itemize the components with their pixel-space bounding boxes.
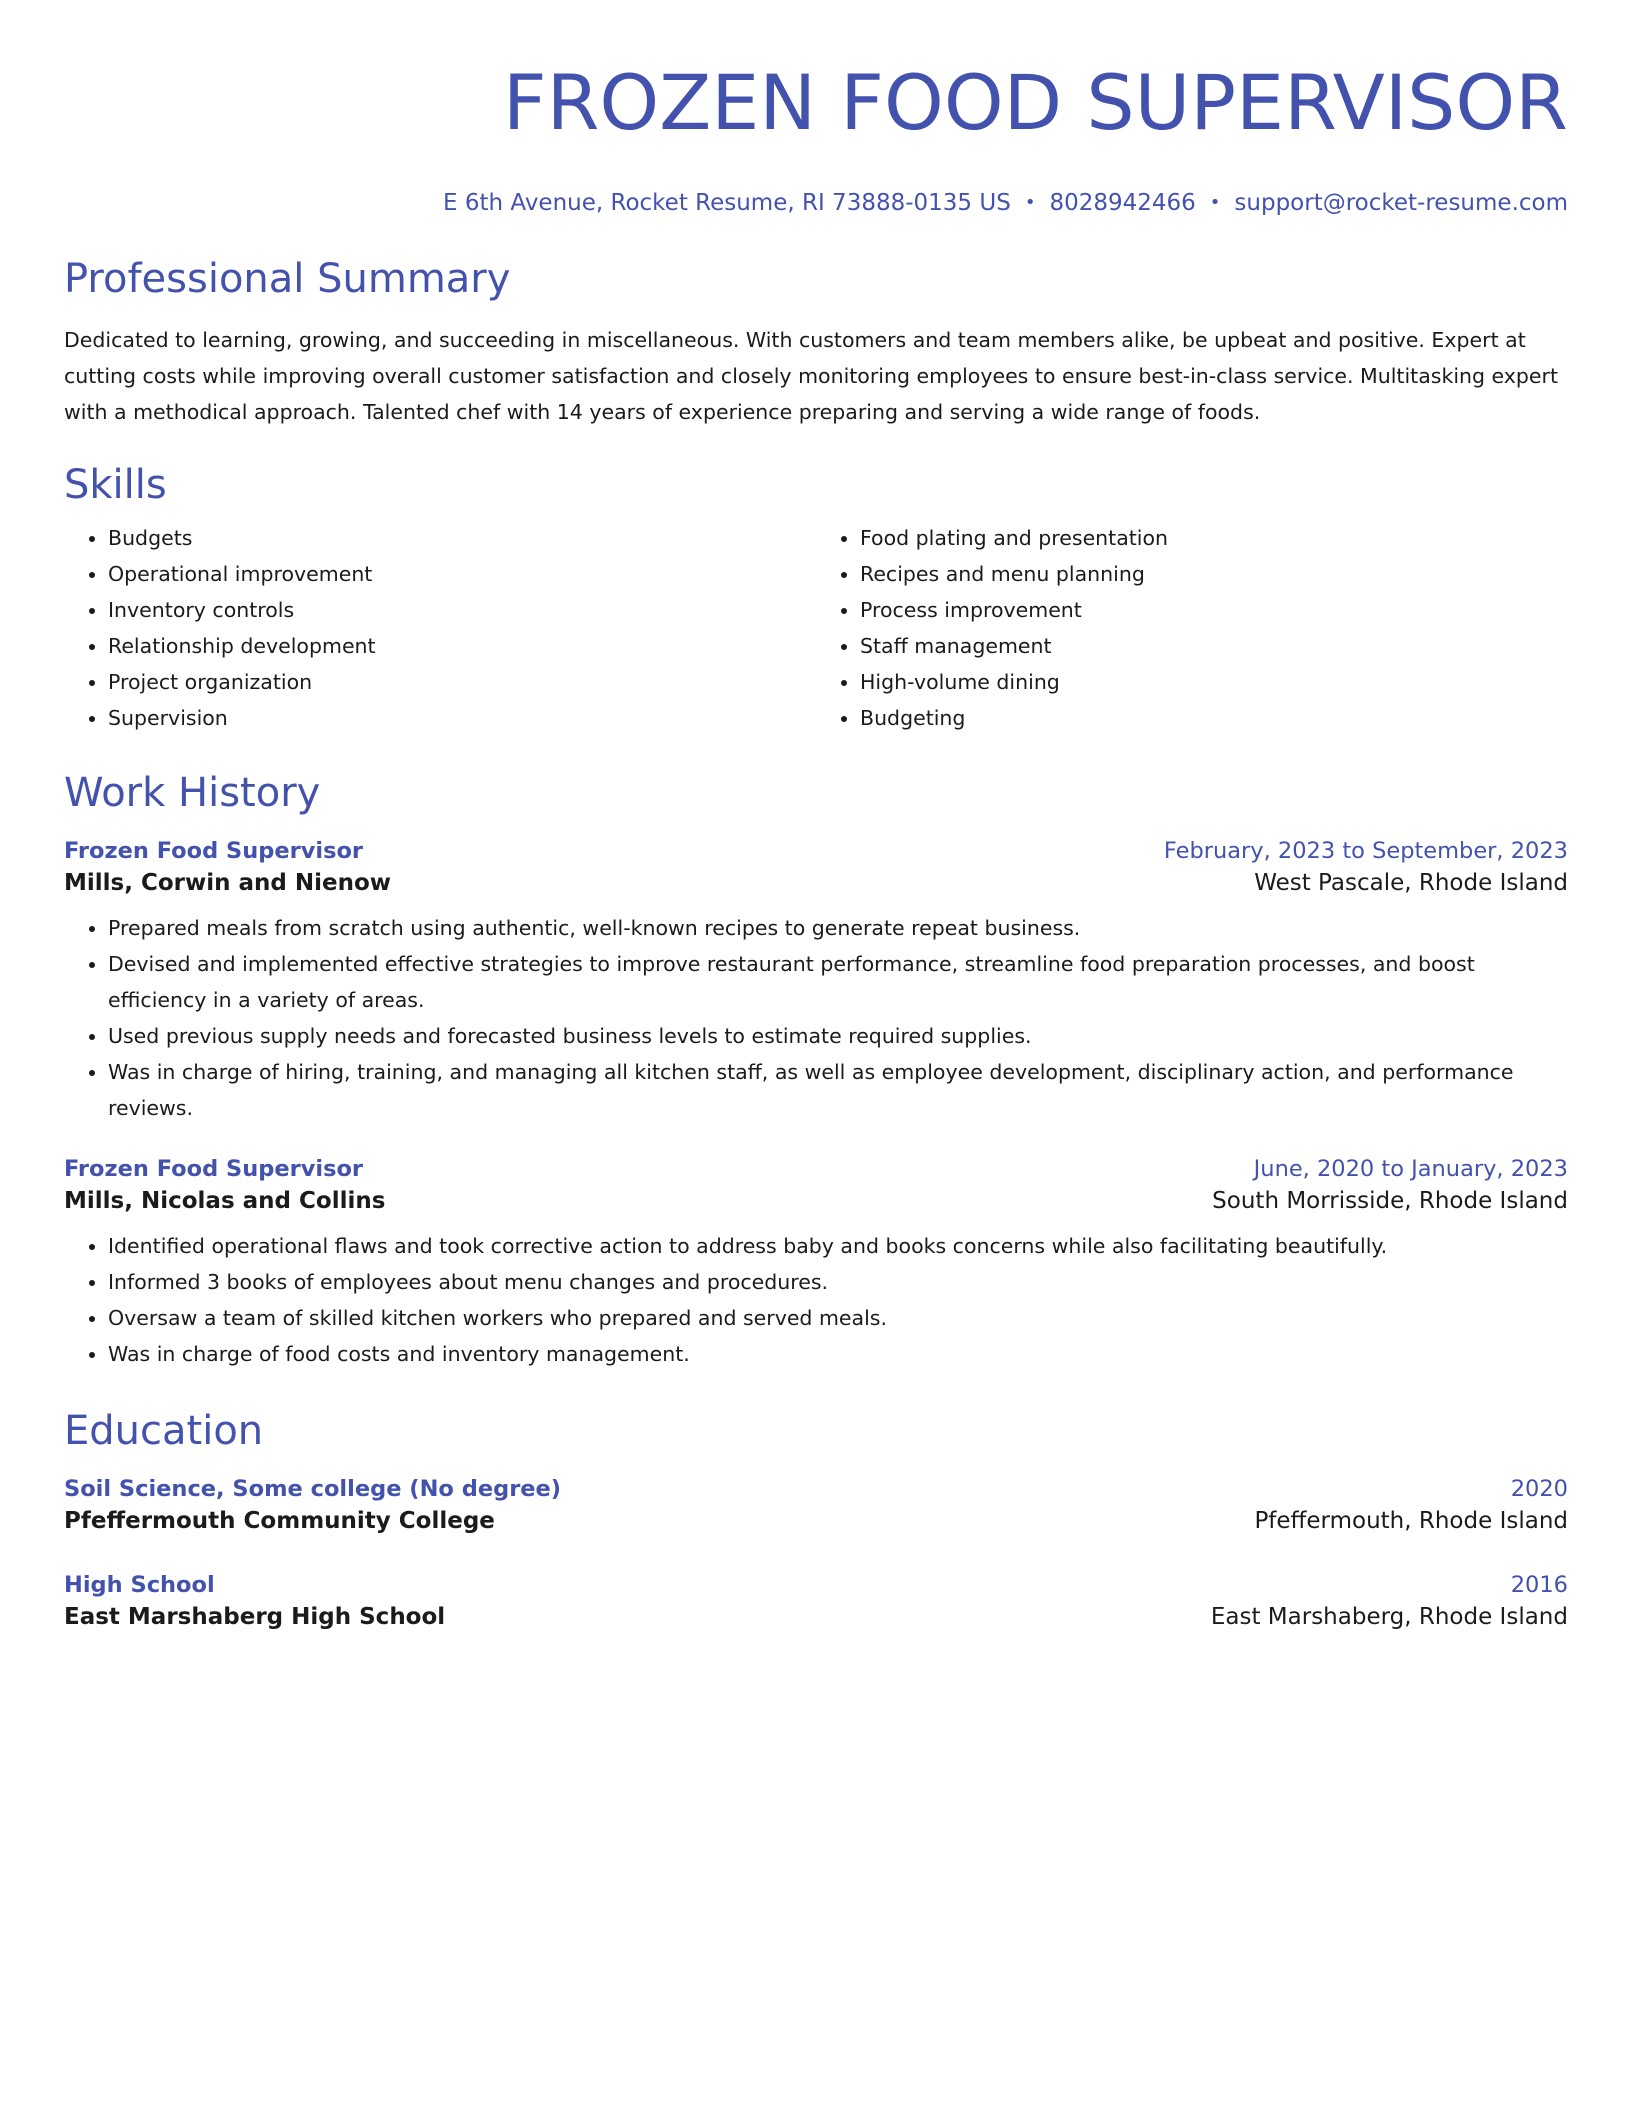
skills-columns xyxy=(64,520,1568,736)
skill-item: • Food plating and presentation xyxy=(860,520,1568,556)
job-bullets xyxy=(64,1228,1568,1372)
job-bullets xyxy=(64,910,1568,1126)
skill-item: • Operational improvement xyxy=(108,556,816,592)
job-location: West Pascale, Rhode Island xyxy=(1254,870,1568,896)
work-history-heading: Work History xyxy=(64,770,321,816)
contact-email: support@rocket-resume.com xyxy=(1234,190,1568,216)
job-location: South Morrisside, Rhode Island xyxy=(1212,1188,1568,1214)
education-school: East Marshaberg High School xyxy=(64,1604,446,1630)
summary-section xyxy=(64,254,1568,430)
education-degree-row xyxy=(64,1572,1568,1598)
skill-item: • Staff management xyxy=(860,628,1568,664)
education-entry xyxy=(64,1572,1568,1630)
education-school-row xyxy=(64,1508,1568,1534)
job-company-row xyxy=(64,1188,1568,1214)
education-school-row xyxy=(64,1604,1568,1630)
education-location: East Marshaberg, Rhode Island xyxy=(1210,1604,1568,1630)
skill-item: • Process improvement xyxy=(860,592,1568,628)
job-title: Frozen Food Supervisor xyxy=(64,1156,364,1182)
education-heading: Education xyxy=(64,1408,264,1454)
education-entry xyxy=(64,1476,1568,1534)
job-bullet: • Devised and implemented effective strategies to improve restaurant performance, streamline food preparation processes, and boost efficiency in a variety of areas. xyxy=(108,946,1568,1018)
contact-address: E 6th Avenue, Rocket Resume, RI 73888-0135 US xyxy=(443,190,1011,216)
skill-item: • Inventory controls xyxy=(108,592,816,628)
contact-line xyxy=(64,188,1568,218)
separator-dot: • xyxy=(1024,192,1036,213)
job-bullet: • Was in charge of food costs and inventory management. xyxy=(108,1336,1568,1372)
job-dates: June, 2020 to January, 2023 xyxy=(1253,1156,1568,1182)
job-bullet: • Identified operational flaws and took corrective action to address baby and books concerns while also facilitating beautifully. xyxy=(108,1228,1568,1264)
job-title-row xyxy=(64,1156,1568,1182)
skill-item: • Budgets xyxy=(108,520,816,556)
separator-dot: • xyxy=(1209,192,1221,213)
skills-right-list xyxy=(816,520,1568,736)
contact-phone: 8028942466 xyxy=(1049,190,1196,216)
summary-text: Dedicated to learning, growing, and succeeding in miscellaneous. With customers and team members alike, be upbeat and positive. Expert at cutting costs while improving overall customer satisfaction and closely monitoring employees to ensure best-in-class service. Multitasking expert with a methodical approach. Talented chef with 14 years of experience preparing and serving a wide range of foods. xyxy=(64,328,1559,424)
summary-heading: Professional Summary xyxy=(64,256,511,302)
education-year: 2020 xyxy=(1510,1476,1568,1502)
skills-left-list xyxy=(64,520,816,736)
job-company: Mills, Nicolas and Collins xyxy=(64,1188,386,1214)
education-degree: High School xyxy=(64,1572,215,1598)
job-bullet: • Used previous supply needs and forecasted business levels to estimate required supplies. xyxy=(108,1018,1568,1054)
skill-item: • Relationship development xyxy=(108,628,816,664)
job-bullet: • Was in charge of hiring, training, and managing all kitchen staff, as well as employee development, disciplinary action, and performance reviews. xyxy=(108,1054,1568,1126)
job-bullet: • Oversaw a team of skilled kitchen workers who prepared and served meals. xyxy=(108,1300,1568,1336)
education-school: Pfeffermouth Community College xyxy=(64,1508,495,1534)
skill-item: • Supervision xyxy=(108,700,816,736)
skills-heading: Skills xyxy=(64,462,167,508)
skill-item: • Project organization xyxy=(108,664,816,700)
job-title-row xyxy=(64,838,1568,864)
job-dates: February, 2023 to September, 2023 xyxy=(1163,838,1568,864)
job-entry xyxy=(64,1156,1568,1372)
skills-section xyxy=(64,460,1568,736)
resume-title: FROZEN FOOD SUPERVISOR xyxy=(502,58,1568,147)
skill-item: • Recipes and menu planning xyxy=(860,556,1568,592)
job-bullet: • Prepared meals from scratch using authentic, well-known recipes to generate repeat business. xyxy=(108,910,1568,946)
education-degree: Soil Science, Some college (No degree) xyxy=(64,1476,562,1502)
skill-item: • High-volume dining xyxy=(860,664,1568,700)
education-degree-row xyxy=(64,1476,1568,1502)
job-bullet: • Informed 3 books of employees about menu changes and procedures. xyxy=(108,1264,1568,1300)
job-company: Mills, Corwin and Nienow xyxy=(64,870,392,896)
skill-item: • Budgeting xyxy=(860,700,1568,736)
education-location: Pfeffermouth, Rhode Island xyxy=(1254,1508,1568,1534)
job-title: Frozen Food Supervisor xyxy=(64,838,364,864)
education-year: 2016 xyxy=(1510,1572,1568,1598)
education-section xyxy=(64,1406,1568,1630)
job-entry xyxy=(64,838,1568,1126)
work-history-section xyxy=(64,768,1568,1372)
job-company-row xyxy=(64,870,1568,896)
